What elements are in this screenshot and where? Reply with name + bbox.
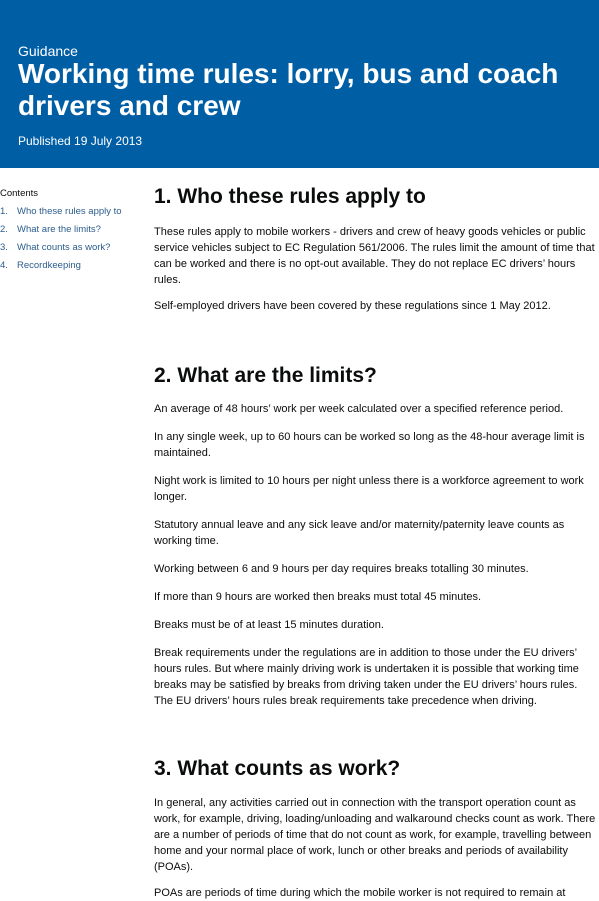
published-date: Published 19 July 2013 xyxy=(18,134,143,148)
page-header xyxy=(0,0,599,168)
contents-item-recordkeeping[interactable] xyxy=(0,259,140,277)
paragraph: In any single week, up to 60 hours can be worked so long as the 48-hour average limit is maintained. xyxy=(154,431,585,459)
contents-item-limits[interactable] xyxy=(0,223,140,241)
contents-link[interactable]: What are the limits? xyxy=(17,224,101,235)
paragraph: In general, any activities carried out in connection with the transport operation count as work, for example, driving, loading/unloading and walkaround checks count as work. There are a number of periods of time that do not count as work, for example, travelling between home and your normal place of work, lunch or other breaks and periods of availability (POAs). xyxy=(154,797,596,873)
document-type-label: Guidance xyxy=(18,43,78,59)
contents-item-number: 3. xyxy=(0,242,8,253)
paragraph: Statutory annual leave and any sick leave and/or maternity/paternity leave counts as working time. xyxy=(154,519,565,547)
paragraph: POAs are periods of time during which the mobile worker is not required to remain at xyxy=(154,887,566,899)
paragraph: Working between 6 and 9 hours per day requires breaks totalling 30 minutes. xyxy=(154,563,529,575)
contents-item-counts-as-work[interactable] xyxy=(0,241,140,259)
contents-nav xyxy=(0,187,140,277)
paragraph: Breaks must be of at least 15 minutes duration. xyxy=(154,619,384,631)
section-heading-counts-as-work: 3. What counts as work? xyxy=(154,757,401,780)
contents-item-number: 4. xyxy=(0,260,8,271)
paragraph: These rules apply to mobile workers - drivers and crew of heavy goods vehicles or public service vehicles subject to EC Regulation 561/2006. The rules limit the amount of time that can be worked and there is no opt-out available. They do not replace EC drivers’ hours rules. xyxy=(154,226,595,286)
page-title: Working time rules: lorry, bus and coach drivers and crew xyxy=(18,58,559,121)
paragraph: If more than 9 hours are worked then breaks must total 45 minutes. xyxy=(154,591,482,603)
contents-link[interactable]: What counts as work? xyxy=(17,242,111,253)
contents-link[interactable]: Who these rules apply to xyxy=(17,206,122,217)
section-heading-limits: 2. What are the limits? xyxy=(154,364,377,387)
paragraph: An average of 48 hours’ work per week calculated over a specified reference period. xyxy=(154,403,564,415)
paragraph: Night work is limited to 10 hours per night unless there is a workforce agreement to work longer. xyxy=(154,475,584,503)
contents-item-number: 1. xyxy=(0,206,8,217)
contents-heading: Contents xyxy=(0,188,39,199)
paragraph: Break requirements under the regulations are in addition to those under the EU drivers’ hours rules. But where mainly driving work is undertaken it is possible that working time breaks may be satisfied by breaks from driving taken under the EU drivers’ hours rules. The EU drivers’ hours rules break requirements take precedence when driving. xyxy=(154,647,579,707)
contents-item-who-rules-apply[interactable] xyxy=(0,205,140,223)
contents-item-number: 2. xyxy=(0,224,8,235)
contents-link[interactable]: Recordkeeping xyxy=(17,260,81,271)
section-heading-who-rules-apply: 1. Who these rules apply to xyxy=(154,185,426,208)
paragraph: Self-employed drivers have been covered by these regulations since 1 May 2012. xyxy=(154,300,551,312)
contents-list xyxy=(0,205,140,277)
